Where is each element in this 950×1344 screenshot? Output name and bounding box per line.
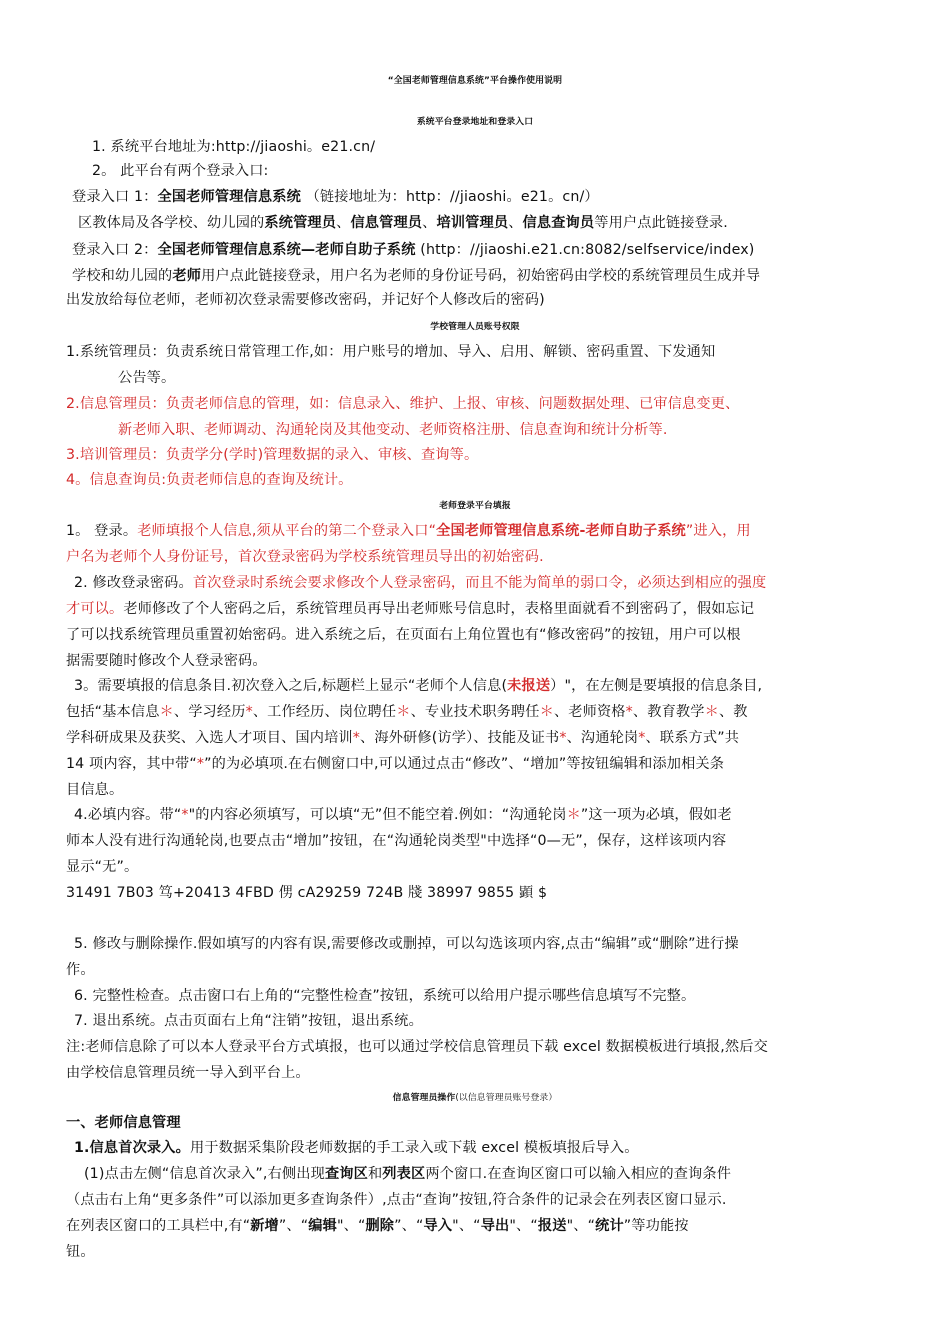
required-star: * xyxy=(638,730,646,746)
teacher-step-3-line-3: 学科研成果及获奖、入选人才项目、国内培训*、海外研修(访学）、技能及证书*、沟通轮岗*、联系方式”共 xyxy=(66,730,740,746)
section-heading-info-admin: 信息管理员操作(以信息管理员账号登录） xyxy=(392,1093,558,1103)
required-star: ＊ xyxy=(396,704,411,720)
toolbar-label-export: 导出 xyxy=(480,1218,510,1234)
account-role-4: 4。信息查询员:负责老师信息的查询及统计。 xyxy=(66,472,353,488)
required-star: ＊ xyxy=(159,704,174,720)
required-star: * xyxy=(245,704,253,720)
login-item-1: 1. 系统平台地址为:http://jiaoshi。e21.cn/ xyxy=(92,139,376,155)
required-star: ＊ xyxy=(566,807,581,823)
entry2-system-name: 全国老师管理信息系统—老师自助子系统 xyxy=(157,242,416,258)
login-entry-2: 登录入口 2：全国老师管理信息系统—老师自助子系统 (http：//jiaoshi.e21.cn:8082/selfservice/index) xyxy=(72,242,755,258)
login-entry-1-desc: 区教体局及各学校、幼儿园的系统管理员、信息管理员、培训管理员、信息查询员等用户点此链接登录. xyxy=(78,215,728,231)
section-heading-login: 系统平台登录地址和登录入口 xyxy=(416,117,534,127)
required-star: ＊ xyxy=(704,704,719,720)
teacher-step-2-line-2: 才可以。老师修改了个人密码之后，系统管理员再导出老师账号信息时，表格里面就看不到密码了，假如忘记 xyxy=(66,601,755,617)
code-line: 31491 7B03 笃+20413 4FBD 侽 cA29259 724B 牋 38997 9855 顕 $ xyxy=(66,885,548,901)
account-role-2-cont: 新老师入职、老师调动、沟通轮岗及其他变动、老师资格注册、信息查询和统计分析等. xyxy=(118,422,668,438)
teacher-step-2-line-3: 了可以找系统管理员重置初始密码。进入系统之后，在页面右上角位置也有“修改密码”的按钮，用户可以根 xyxy=(66,627,741,643)
section-heading-teacher: 老师登录平台填报 xyxy=(439,501,511,511)
entry1-link: （链接地址为：http：//jiaoshi。e21。cn/） xyxy=(300,189,599,205)
toolbar-label-edit: 编辑 xyxy=(308,1218,337,1234)
entry2-link: (http：//jiaoshi.e21.cn:8082/selfservice/index) xyxy=(415,242,755,258)
info-step-1: 1.信息首次录入。用于数据采集阶段老师数据的手工录入或下载 excel 模板填报后导入。 xyxy=(74,1140,639,1156)
toolbar-label-delete: 删除 xyxy=(365,1218,395,1234)
account-role-1: 1.系统管理员：负责系统日常管理工作,如：用户账号的增加、导入、启用、解锁、密码重置、下发通知 xyxy=(66,344,716,360)
teacher-step-3-line-5: 目信息。 xyxy=(66,782,124,798)
required-star: * xyxy=(559,730,567,746)
teacher-step-1-cont: 户名为老师个人身份证号，首次登录密码为学校系统管理员导出的初始密码. xyxy=(66,549,544,565)
login-entry-1: 登录入口 1：全国老师管理信息系统 （链接地址为：http：//jiaoshi。e21。cn/） xyxy=(72,189,599,205)
info-step-1-sub-1: (1)点击左侧“信息首次录入”,右侧出现查询区和列表区两个窗口.在查询区窗口可以输入相应的查询条件 xyxy=(84,1166,732,1182)
subheading-teacher-info: 一、老师信息管理 xyxy=(66,1115,181,1131)
teacher-step-2: 2. 修改登录密码。首次登录时系统会要求修改个人登录密码，而且不能为简单的弱口令，必须达到相应的强度 xyxy=(74,575,767,591)
teacher-step-3-line-2: 包括“基本信息＊、学习经历*、工作经历、岗位聘任＊、专业技术职务聘任＊、老师资格*、教育教学＊、教 xyxy=(66,704,748,720)
teacher-note-cont: 由学校信息管理员统一导入到平台上。 xyxy=(66,1065,310,1081)
teacher-step-7: 7. 退出系统。点击页面右上角“注销”按钮，退出系统。 xyxy=(74,1013,423,1029)
info-step-1-sub-1-line-4: 钮。 xyxy=(66,1244,95,1260)
teacher-step-4: 4.必填内容。带“*"的内容必须填写，可以填“无”但不能空着.例如：“沟通轮岗＊”这一项为必填，假如老 xyxy=(74,807,732,823)
teacher-note: 注:老师信息除了可以本人登录平台方式填报，也可以通过学校信息管理员下载 excel 数据模板进行填报,然后交 xyxy=(66,1039,768,1055)
required-star: * xyxy=(196,756,205,772)
teacher-step-6: 6. 完整性检查。点击窗口右上角的“完整性检查”按钮，系统可以给用户提示哪些信息填写不完整。 xyxy=(74,988,696,1004)
toolbar-label-submit: 报送 xyxy=(537,1218,567,1234)
login-entry-2-desc: 学校和幼儿园的老师用户点此链接登录，用户名为老师的身份证号码，初始密码由学校的系统管理员生成并导 xyxy=(72,268,761,284)
login-entry-2-desc-cont: 出发放给每位老师，老师初次登录需要修改密码，并记好个人修改后的密码) xyxy=(66,292,545,308)
teacher-step-4-line-3: 显示“无”。 xyxy=(66,859,139,875)
entry1-system-name: 全国老师管理信息系统 xyxy=(157,189,301,205)
toolbar-label-new: 新增 xyxy=(250,1218,279,1234)
toolbar-label-import: 导入 xyxy=(423,1218,453,1234)
account-role-2: 2.信息管理员：负责老师信息的管理，如：信息录入、维护、上报、审核、问题数据处理、已审信息变更、 xyxy=(66,396,740,412)
doc-title: “全国老师管理信息系统”平台操作使用说明 xyxy=(387,76,563,86)
info-step-1-sub-1-line-2: （点击右上角“更多条件”可以添加更多查询条件）,点击“查询”按钮,符合条件的记录会在列表区窗口显示. xyxy=(66,1192,727,1208)
teacher-step-5: 5. 修改与删除操作.假如填写的内容有误,需要修改或删掉，可以勾选该项内容,点击“编辑”或“删除”进行操 xyxy=(74,936,739,952)
toolbar-label-stats: 统计 xyxy=(595,1218,624,1234)
teacher-step-4-line-2: 师本人没有进行沟通轮岗,也要点击“增加”按钮，在“沟通轮岗类型"中选择“0—无”，保存，这样该项内容 xyxy=(66,833,727,849)
teacher-step-1: 1。 登录。老师填报个人信息,须从平台的第二个登录入口“全国老师管理信息系统-老师自助子系统”进入，用 xyxy=(66,523,751,539)
login-item-2: 2。 此平台有两个登录入口: xyxy=(92,163,269,179)
teacher-step-5-cont: 作。 xyxy=(66,962,95,978)
required-star: ＊ xyxy=(539,704,554,720)
teacher-step-3: 3。需要填报的信息条目.初次登入之后,标题栏上显示“老师个人信息(未报送）"，在左侧是要填报的信息条目, xyxy=(74,678,763,694)
unsubmitted-status: 未报送 xyxy=(507,678,551,694)
account-role-1-cont: 公告等。 xyxy=(118,370,176,386)
required-star: * xyxy=(625,704,633,720)
required-star: * xyxy=(352,730,361,746)
required-star: * xyxy=(181,807,189,823)
info-step-1-sub-1-line-3: 在列表区窗口的工具栏中,有“新增”、“编辑"、“删除”、“导入"、“导出"、“报送"、“统计”等功能按 xyxy=(66,1218,689,1234)
teacher-step-3-line-4: 14 项内容，其中带“*”的为必填项.在右侧窗口中,可以通过点击“修改”、“增加”等按钮编辑和添加相关条 xyxy=(66,756,725,772)
account-role-3: 3.培训管理员：负责学分(学时)管理数据的录入、审核、查询等。 xyxy=(66,447,479,463)
section-heading-accounts: 学校管理人员账号权限 xyxy=(430,322,520,332)
teacher-step-2-line-4: 据需要随时修改个人登录密码。 xyxy=(66,653,267,669)
